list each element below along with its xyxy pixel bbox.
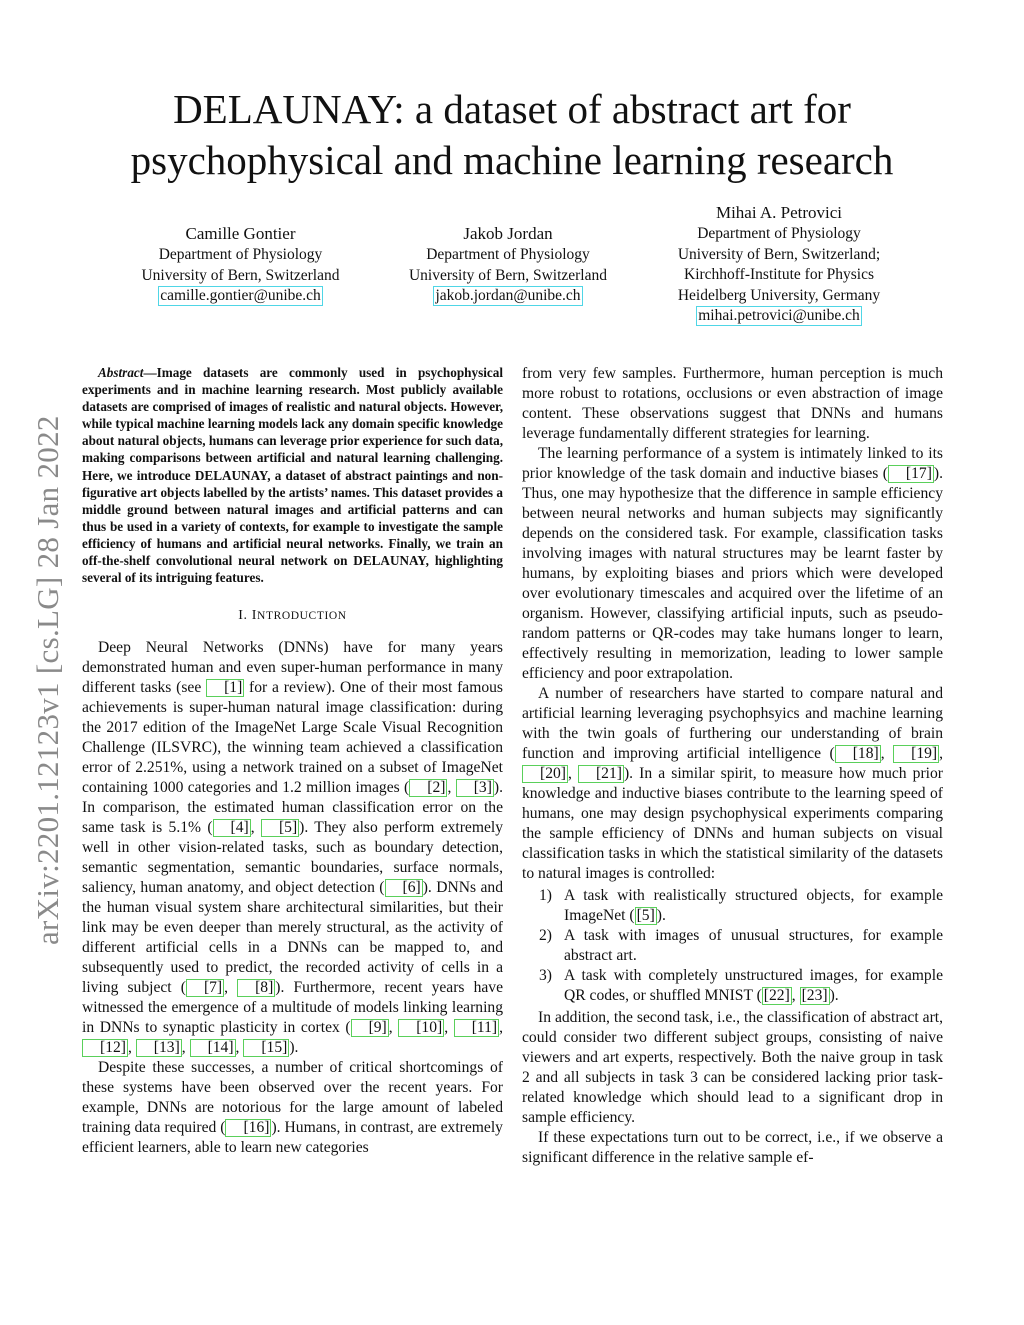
text-run: ).	[289, 1039, 299, 1057]
text-run: ). Furthermore, recent years have witnessed the emergence of a multitude of models linking learning in DNNs to synaptic plasticity in cortex (	[82, 979, 503, 1037]
text-run: ). In comparison, the estimated human classification error on the same task is 5.1% (	[82, 779, 504, 837]
citation-link[interactable]: [16]	[225, 1119, 271, 1137]
text-run: A task with images of unusual structures, for example abstract art.	[564, 927, 943, 964]
citation-link[interactable]: [10]	[398, 1019, 444, 1037]
text-run: ,	[939, 745, 944, 762]
section-title-rest: NTRODUCTION	[257, 610, 347, 623]
author-name: Mihai A. Petrovici	[715, 203, 843, 222]
text-run: ). In a similar spirit, to measure how much prior knowledge and inductive biases contribute to the learning speed of humans, one may design psychophysical experiments comparing the sample efficiency of DNNs and human subjects on visual classification tasks in which the statistical similarity of the datasets to natural images is controlled:	[522, 765, 943, 882]
author-block-1	[108, 223, 373, 307]
text-run: ,	[499, 1019, 504, 1037]
text-run: ,	[224, 979, 238, 997]
text-run: ).	[656, 907, 666, 924]
paragraph-1	[82, 638, 503, 1058]
title-line-1: DELAUNAY: a dataset of abstract art for	[173, 86, 851, 132]
author-affiliation: University of Bern, Switzerland;	[677, 245, 881, 263]
paragraph-5: In addition, the second task, i.e., the classification of abstract art, could consider two different subject groups, consisting of naive viewers and art experts, respectively. Both the naive group in task 2 and all subjects in task 3 can be considered lacking prior task-related knowledge which should lead to a significant drop in sample efficiency.	[522, 1009, 943, 1126]
citation-link[interactable]: [1]	[206, 679, 244, 697]
list-item	[522, 926, 943, 966]
abstract-text: Image datasets are commonly used in psychophysical experiments and in machine learning research. Most publicly available datasets are comprised of images of realistic and natural objects. However, while typical machine learning models lack any domain specific knowledge about natural objects, humans can leverage prior experience for such data, making comparisons between artificial and natural learning challenging. Here, we introduce DELAUNAY, a dataset of abstract paintings and non-figurative art objects labelled by the artists’ names. This dataset provides a middle ground between natural images and artificial patterns and can thus be used in a variety of contexts, for example to investigate the sample efficiency of humans and artificial neural networks. Finally, we train an off-the-shelf convolutional neural network on DELAUNAY, highlighting several of its intriguing features.	[82, 365, 503, 586]
paragraph-2-part-1	[82, 1058, 503, 1158]
text-run: ,	[791, 987, 800, 1004]
citation-link[interactable]: [4]	[213, 819, 251, 837]
text-run: ,	[447, 779, 456, 797]
author-affiliation: University of Bern, Switzerland	[141, 266, 340, 284]
paragraph-2-part-2	[522, 364, 943, 444]
text-run: A number of researchers have started to compare natural and artificial learning leveraging psychophsyics and machine learning with the twin goals of furthering our understanding of brain function and improving artificial intelligence (	[522, 685, 943, 762]
text-run: A task with completely unstructured images, for example QR codes, or shuffled MNIST (	[564, 967, 943, 1004]
citation-link[interactable]: [23]	[801, 987, 828, 1004]
citation-link[interactable]: [5]	[261, 819, 299, 837]
text-run: ,	[235, 1039, 244, 1057]
text-run: ). Thus, one may hypothesize that the difference in sample efficiency between neural networks and human subjects may significantly depends on the considered task. For example, classification tasks involving images with natural structures may be learnt faster by humans, by exploiting biases and priors which were developed over evolutionary timescales and acquired over the lifetime of an organism. However, classifying artificial inputs, such as pseudo-random patterns or QR-codes may take humans longer to learn, effectively resulting in memorization, leading to lower sample efficiency and poor extrapolation.	[522, 465, 943, 682]
author-affiliation: Kirchhoff-Institute for Physics	[684, 266, 874, 283]
text-run: ,	[567, 765, 578, 782]
title-line-2: psychophysical and machine learning research	[130, 137, 894, 183]
text-run: ,	[127, 1039, 136, 1057]
text-run: Despite these successes, a number of critical shortcomings of these systems have been observed over the recent years. For example, DNNs are notorious for the large amount of labeled training data required (	[82, 1059, 503, 1137]
citation-link[interactable]: [22]	[763, 987, 790, 1004]
author-name: Camille Gontier	[185, 224, 296, 243]
text-run: ,	[250, 819, 261, 837]
author-name: Jakob Jordan	[463, 224, 553, 243]
author-affiliation: Department of Physiology	[697, 225, 861, 242]
abstract: Abstract—Image datasets are commonly used in psychophysical experiments and in machine learning research. Most publicly available datasets are comprised of images of realistic and natural objects. However, while typical machine learning models lack any domain specific knowledge about natural objects, humans can leverage prior experience for such data, making comparisons between artificial and natural learning challenging. Here, we introduce DELAUNAY, a dataset of abstract paintings and non-figurative art objects labelled by the artists’ names. This dataset provides a middle ground between natural images and artificial patterns and can thus be used in a variety of contexts, for example to investigate the sample efficiency of humans and artificial neural networks. Finally, we train an off-the-shelf convolutional neural network on DELAUNAY, highlighting several of its intriguing features.	[82, 365, 503, 586]
text-run: ). They also perform extremely well in other vision-related tasks, such as boundary detection, semantic segmentation, semantic boundaries, surface normals, saliency, human anatomy, and object detection (	[82, 819, 503, 897]
paragraph-3	[522, 444, 943, 684]
list-number: 2)	[539, 927, 552, 944]
citation-link[interactable]: [15]	[243, 1039, 289, 1057]
citation-link[interactable]: [3]	[456, 779, 494, 797]
section-heading-introduction	[82, 606, 503, 626]
paper-title	[80, 84, 944, 186]
citation-link[interactable]: [20]	[522, 765, 568, 783]
citation-link[interactable]: [9]	[351, 1019, 389, 1037]
citation-link[interactable]: [5]	[636, 907, 655, 924]
citation-link[interactable]: [2]	[409, 779, 447, 797]
citation-link[interactable]: [21]	[578, 765, 624, 783]
text-run: from very few samples. Furthermore, human perception is much more robust to rotations, occlusions or even abstraction of image content. These observations suggest that DNNs and humans leverage fundamentally different strategies for learning.	[522, 365, 943, 442]
citation-link[interactable]: [17]	[888, 465, 934, 483]
abstract-lead: Abstract	[98, 365, 144, 380]
text-run: ,	[880, 745, 894, 762]
author-email-link[interactable]: camille.gontier@unibe.ch	[160, 287, 321, 304]
task-list	[522, 886, 943, 1006]
author-affiliation: Department of Physiology	[158, 246, 323, 263]
arxiv-identifier: arXiv:2201.12123v1 [cs.LG] 28 Jan 2022	[30, 415, 65, 945]
author-affiliation: Heidelberg University, Germany	[677, 286, 881, 304]
text-run: ,	[444, 1019, 454, 1037]
author-block-3	[650, 202, 908, 327]
section-title-initial: I	[251, 608, 258, 624]
paragraph-6: If these expectations turn out to be correct, i.e., if we observe a significant difference in the relative sample ef-	[522, 1129, 943, 1166]
citation-link[interactable]: [19]	[893, 745, 939, 763]
section-numeral: I.	[238, 608, 248, 624]
text-run: ).	[829, 987, 839, 1004]
text-run: A task with realistically structured objects, for example ImageNet (	[564, 887, 943, 924]
author-email-link[interactable]: jakob.jordan@unibe.ch	[435, 287, 581, 304]
author-block-2	[378, 223, 638, 307]
citation-link[interactable]: [14]	[190, 1039, 236, 1057]
list-item	[522, 886, 943, 926]
citation-link[interactable]: [18]	[835, 745, 881, 763]
list-number: 1)	[539, 887, 552, 904]
citation-link[interactable]: [6]	[385, 879, 423, 897]
text-run: ,	[181, 1039, 190, 1057]
text-run: for a review). One of their most famous achievements is super-human natural image classification: during the 2017 edition of the ImageNet Large Scale Visual Recognition Challenge (ILSVRC), the winning team achieved a classification error of 2.251%, using a network trained on a subset of ImageNet containing 1000 categories and 1.2 million images (	[82, 679, 503, 797]
list-number: 3)	[539, 967, 552, 984]
author-affiliation: Department of Physiology	[426, 246, 590, 263]
paragraph-4	[522, 684, 943, 884]
text-run: The learning performance of a system is intimately linked to its prior knowledge of the task domain and inductive biases (	[522, 445, 943, 482]
author-affiliation: University of Bern, Switzerland	[408, 266, 607, 284]
text-run: ). DNNs and the human visual system share architectural similarities, but their link may be even deeper than merely structural, as the activity of different artificial cells in a DNNs can be mapped to, and subsequently used to predict, the recorded activity of cells in a living subject (	[82, 879, 503, 997]
left-column	[82, 364, 503, 1158]
citation-link[interactable]: [13]	[136, 1039, 182, 1057]
right-column	[522, 364, 943, 1168]
list-item	[522, 966, 943, 1006]
text-run: ,	[388, 1019, 399, 1037]
citation-link[interactable]: [8]	[237, 979, 275, 997]
text-run: ). Humans, in contrast, are extremely efficient learners, able to learn new categories	[82, 1119, 503, 1157]
citation-link[interactable]: [7]	[186, 979, 224, 997]
citation-link[interactable]: [12]	[82, 1039, 128, 1057]
author-email-link[interactable]: mihai.petrovici@unibe.ch	[698, 307, 860, 324]
citation-link[interactable]: [11]	[454, 1019, 499, 1037]
text-run: Deep Neural Networks (DNNs) have for many years demonstrated human and even super-human performance in many different tasks (see	[82, 639, 503, 697]
